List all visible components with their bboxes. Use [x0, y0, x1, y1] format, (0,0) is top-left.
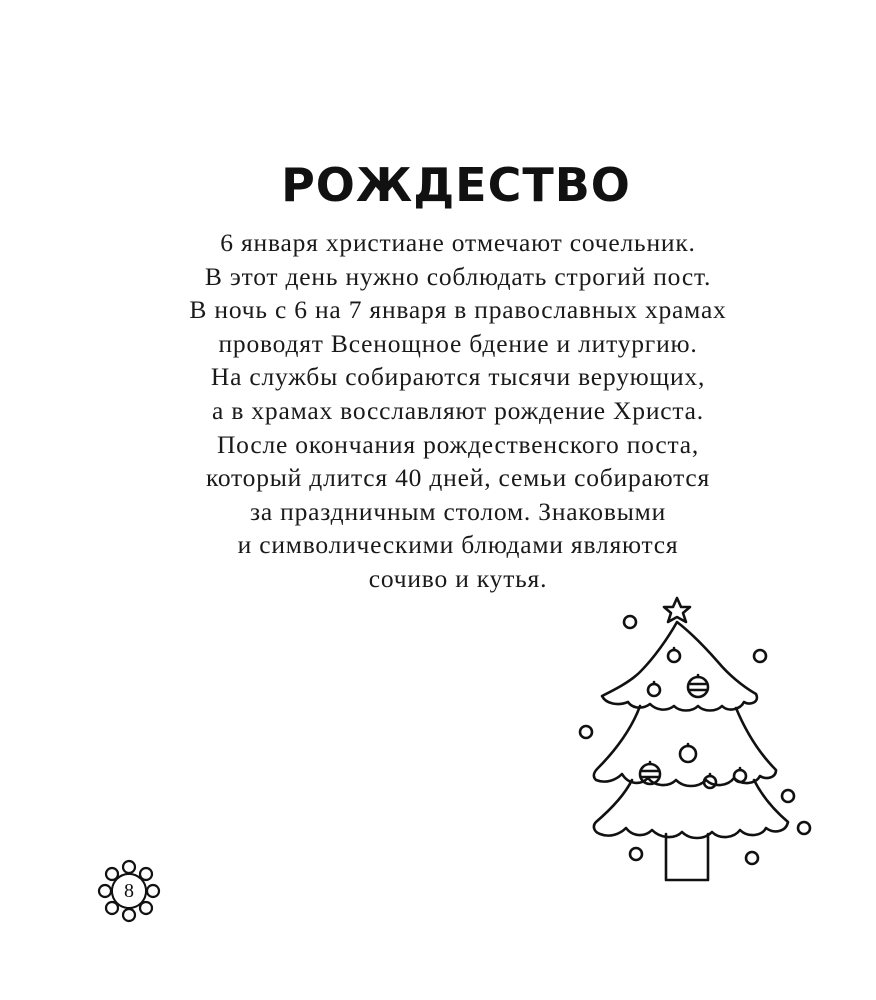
body-text: [0, 226, 876, 596]
body-line: за праздничным столом. Знаковыми: [249, 496, 667, 526]
body-line: и символическими блюдами являются: [237, 530, 679, 560]
body-line: а в храмах восславляют рождение Христа.: [212, 395, 704, 425]
body-line: 6 января христиане отмечают сочельник.: [220, 228, 696, 257]
page-title: РОЖДЕСТВО: [281, 158, 631, 212]
star-icon: [664, 598, 690, 622]
christmas-tree-icon: [570, 590, 820, 890]
body-line: проводят Всенощное бдение и литургию.: [218, 328, 698, 358]
body-line: В этот день нужно соблюдать строгий пост.: [204, 261, 712, 291]
body-line: После окончания рождественского поста,: [216, 429, 700, 459]
body-line: который длится 40 дней, семьи собираются: [205, 463, 711, 493]
body-line: В ночь с 6 на 7 января в православных храмах: [189, 295, 727, 325]
page-number: 8: [124, 880, 134, 902]
body-line: сочиво и кутья.: [368, 563, 548, 593]
body-line: На службы собираются тысячи верующих,: [210, 362, 706, 392]
